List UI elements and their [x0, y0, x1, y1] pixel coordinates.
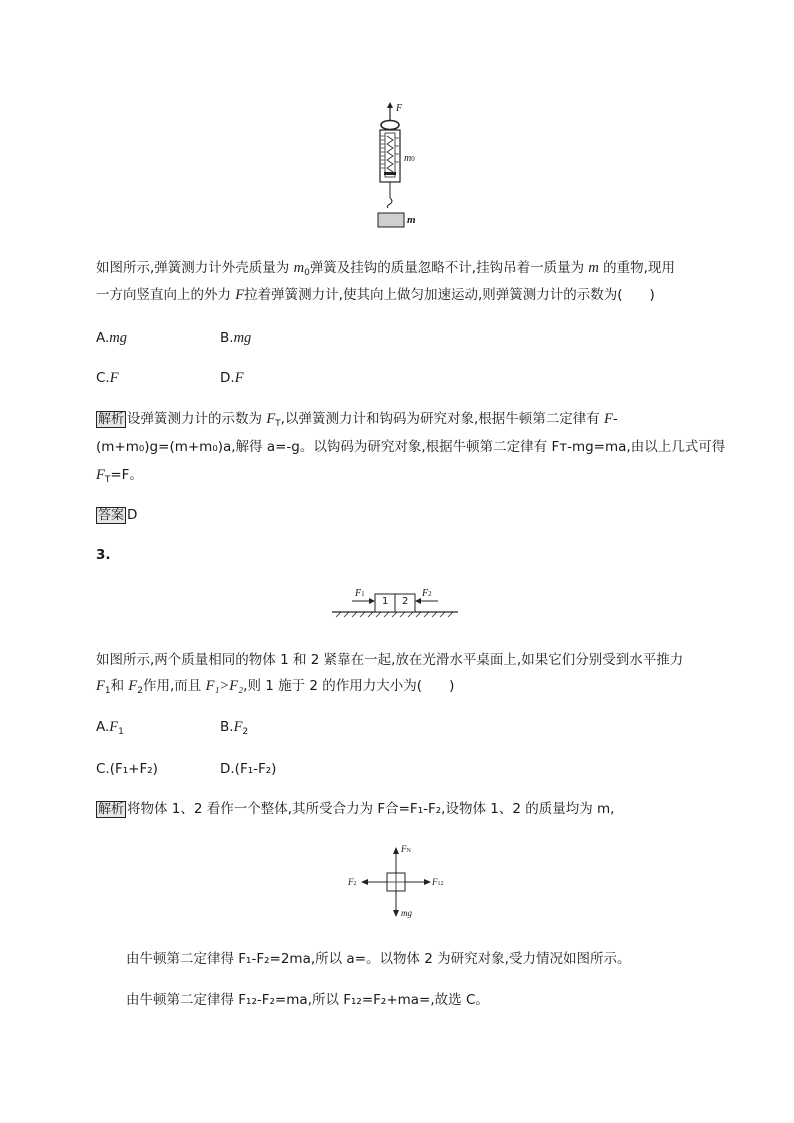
block-1-label: 1 [382, 596, 389, 607]
spring-scale-figure [360, 100, 440, 230]
q3-option-c: C.(F₁+F₂) [96, 761, 158, 777]
mg-label: mg [401, 908, 412, 918]
q3-number: 3. [96, 547, 111, 563]
q2-answer: 答案 D [98, 507, 138, 523]
mass-m0-label: m0 [404, 153, 415, 164]
analysis-tag: 解析 [98, 412, 125, 427]
F12-label: F12 [432, 877, 444, 887]
q3-analysis-line-3: 由牛顿第二定律得 F₁₂-F₂=ma,所以 F₁₂=F₂+ma=,故选 C。 [126, 992, 489, 1008]
F2-label: F2 [422, 588, 432, 599]
q2-stem-line-2: 一方向竖直向上的外力 F拉着弹簧测力计,使其向上做匀加速运动,则弹簧测力计的示数为( ) [96, 287, 655, 303]
q2-option-a: A.mg [96, 330, 128, 346]
q3-option-a: $A.F_1$ [96, 719, 124, 737]
force-F-label: F [396, 103, 403, 114]
q2-analysis-line-3: $F_T=F$。 [96, 467, 143, 485]
q3-analysis-line-1: 解析 将物体 1、2 看作一个整体,其所受合力为 F合=F₁-F₂,设物体 1、2 的质量均为 m, [98, 801, 615, 817]
q3-stem-line-2: $F_1$和 $F_2$作用,而且 F₁>F₂,则 1 施于 2 的作用力大小为( ) [96, 678, 455, 696]
spring-scale-diagram [360, 100, 440, 230]
answer-tag: 答案 [98, 508, 125, 523]
q3-option-b: $B.F_2$ [220, 719, 249, 737]
q2-option-c: C.F [96, 370, 119, 386]
block-2-label: 2 [402, 596, 409, 607]
q3-stem-line-1: 如图所示,两个质量相同的物体 1 和 2 紧靠在一起,放在光滑水平桌面上,如果它们分别受到水平推力 [96, 652, 684, 668]
mass-m-label: m [407, 214, 416, 226]
q2-option-d: D.F [220, 370, 244, 386]
FN-label: FN [401, 844, 411, 854]
two-blocks-figure [330, 586, 460, 622]
q2-analysis-line-2: (m+m₀)g=(m+m₀)a,解得 a=-g。以钩码为研究对象,根据牛顿第二定律有 Fᴛ-mg=ma,由以上几式可得 [96, 439, 726, 455]
two-blocks-diagram [330, 586, 460, 622]
q2-option-b: B.mg [220, 330, 252, 346]
q3-option-d: D.(F₁-F₂) [220, 761, 277, 777]
q3-analysis-line-2: 由牛顿第二定律得 F₁-F₂=2ma,所以 a=。以物体 2 为研究对象,受力情况如图所示。 [126, 951, 631, 967]
analysis-tag: 解析 [98, 802, 125, 817]
q2-stem-line-1: 如图所示,弹簧测力计外壳质量为 $m_0$弹簧及挂钩的质量忽略不计,挂钩吊着一质量为 m 的重物,现用 [96, 260, 675, 278]
F2-force-label: F2 [348, 877, 357, 887]
F1-label: F1 [355, 588, 365, 599]
free-body-figure [344, 842, 454, 922]
q2-analysis-line-1: 解析 设弹簧测力计的示数为 $F_T$,以弹簧测力计和钩码为研究对象,根据牛顿第二定律有 F- [98, 411, 618, 429]
